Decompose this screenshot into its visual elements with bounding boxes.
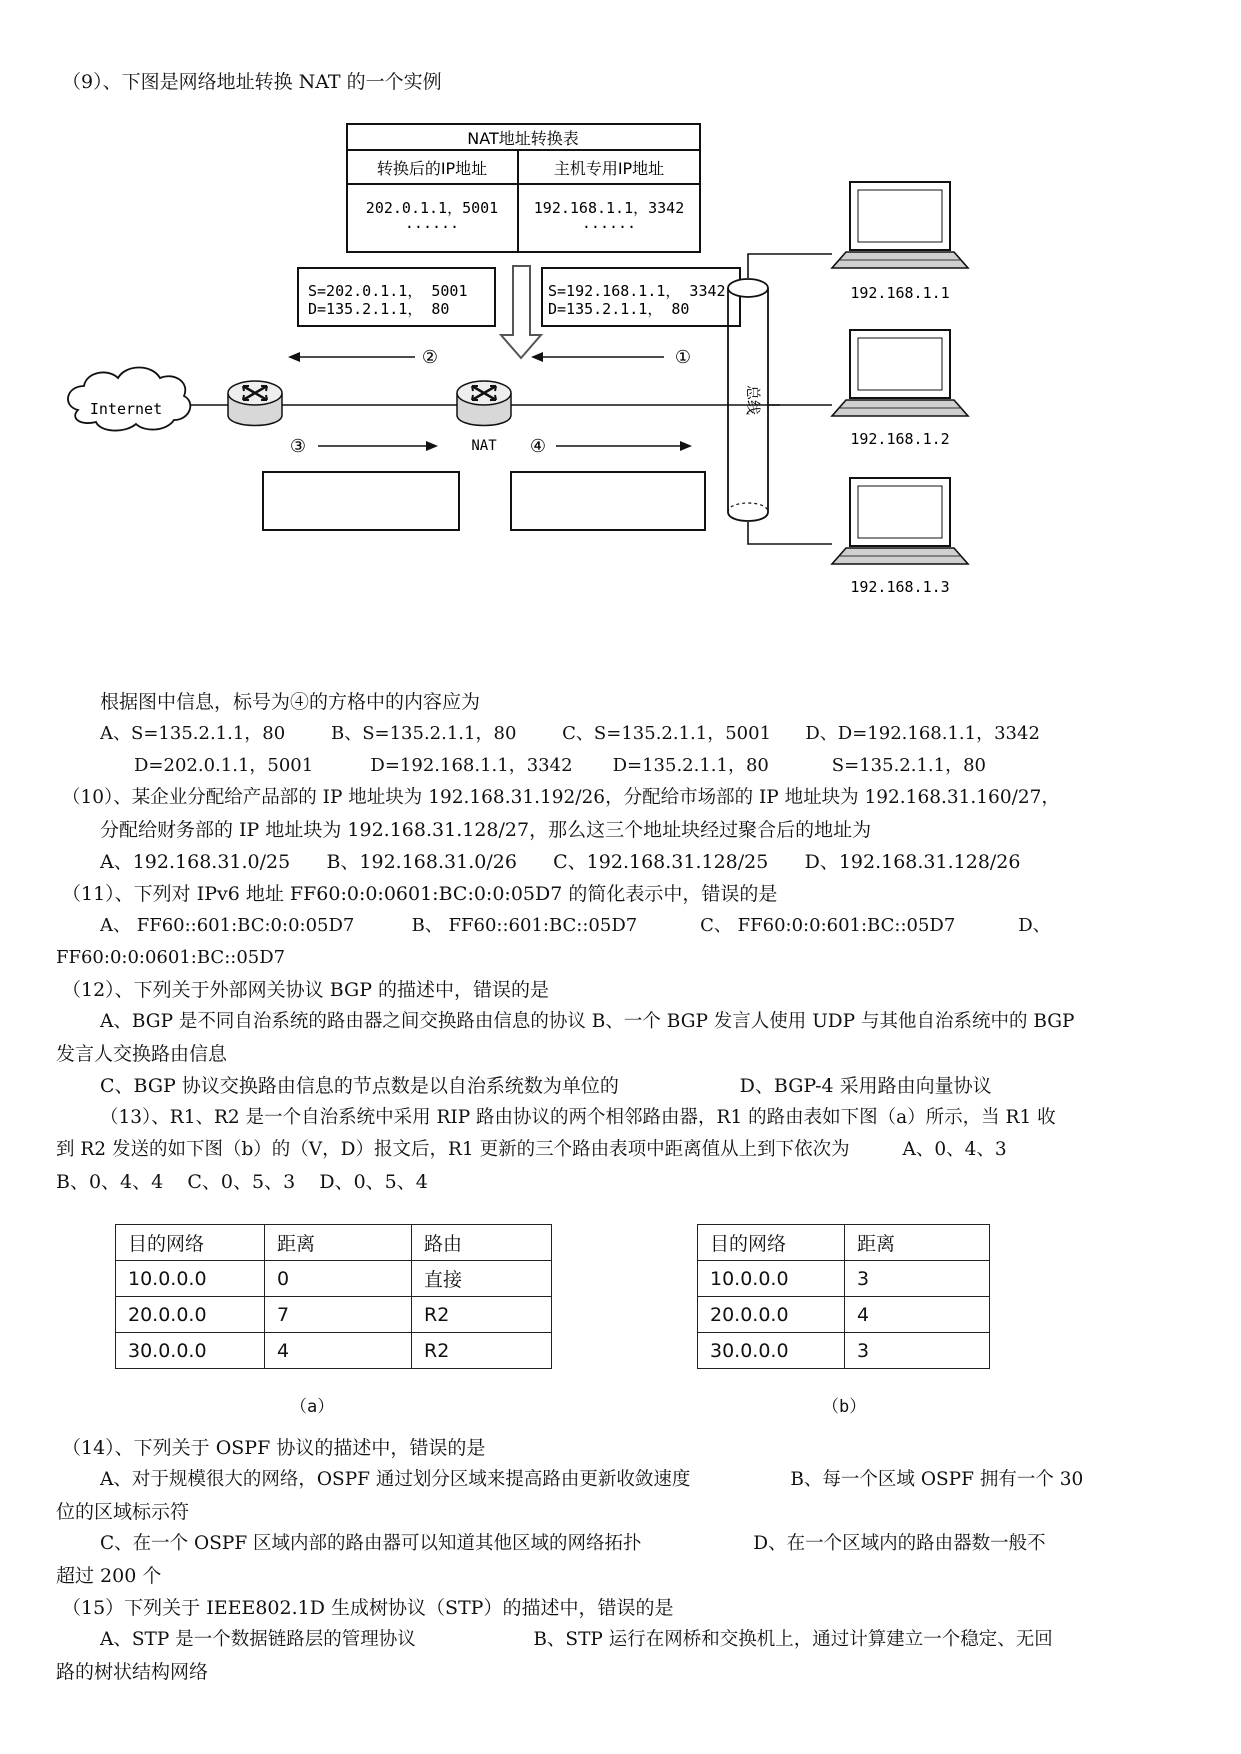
label-1: ① <box>674 347 692 368</box>
table-row <box>116 1261 552 1297</box>
table-a-caption: （a） <box>290 1397 335 1417</box>
internet-cloud-icon <box>68 368 190 431</box>
packet-box-4 <box>511 472 705 530</box>
q13-line1: （13）、R1、R2 是一个自治系统中采用 RIP 路由协议的两个相邻路由器，R1 的路由表如下图（a）所示，当 R1 收 <box>100 1107 1056 1128</box>
q12-line4: C、BGP 协议交换路由信息的节点数是以自治系统数为单位的 D、BGP-4 采用路由向量协议 <box>100 1075 992 1097</box>
table-cell: R2 <box>412 1297 552 1333</box>
q14-line1: （14）、下列关于 OSPF 协议的描述中，错误的是 <box>62 1437 486 1459</box>
box1-d: D=135.2.1.1， 80 <box>548 300 690 318</box>
arrow-1 <box>531 347 691 368</box>
q9-question: 根据图中信息，标号为④的方格中的内容应为 <box>100 691 481 713</box>
label-3: ③ <box>289 436 307 457</box>
q11-line1: （11）、下列对 IPv6 地址 FF60:0:0:0601:BC:0:0:05D7 的简化表示中，错误的是 <box>62 883 778 905</box>
q9-title: （9）、下图是网络地址转换 NAT 的一个实例 <box>62 71 442 93</box>
col-translated: 转换后的IP地址 <box>376 159 488 178</box>
nat-label: NAT <box>471 438 497 454</box>
box1-s: S=192.168.1.1， 3342 <box>548 282 726 300</box>
ellipsis-right: ······ <box>581 218 637 236</box>
q10-line1: （10）、某企业分配给产品部的 IP 地址块为 192.168.31.192/26，分配给市场部的 IP 地址块为 192.168.31.160/27， <box>62 787 1060 808</box>
table-header: 路由 <box>412 1225 552 1261</box>
host3-label: 192.168.1.3 <box>850 578 950 596</box>
arrow-2 <box>288 347 438 368</box>
q14-line4: C、在一个 OSPF 区域内部的路由器可以知道其他区域的网络拓扑 D、在一个区域内的路由器数一般不 <box>100 1533 1046 1554</box>
q15-line2: A、STP 是一个数据链路层的管理协议 B、STP 运行在网桥和交换机上，通过计算建立一个稳定、无回 <box>100 1629 1053 1650</box>
q14-line5: 超过 200 个 <box>56 1565 162 1587</box>
packet-box-2 <box>298 268 495 326</box>
down-arrow-icon <box>501 266 541 358</box>
table-cell: 4 <box>845 1297 990 1333</box>
table-cell: 30.0.0.0 <box>698 1333 845 1369</box>
q13-line2: 到 R2 发送的如下图（b）的（V，D）报文后，R1 更新的三个路由表项中距离值从上到下依次为 A、0、4、3 <box>56 1139 1007 1160</box>
q11-options: A、 FF60::601:BC:0:0:05D7 B、 FF60::601:BC::05D7 C、 FF60:0:0:601:BC::05D7 D、 <box>100 915 1051 936</box>
q15-line1: （15）下列关于 IEEE802.1D 生成树协议（STP）的描述中，错误的是 <box>62 1597 674 1619</box>
host1-label: 192.168.1.1 <box>850 284 950 302</box>
table-cell: 10.0.0.0 <box>116 1261 265 1297</box>
table-cell: 30.0.0.0 <box>116 1333 265 1369</box>
laptop-icon <box>832 478 968 596</box>
table-row <box>698 1261 990 1297</box>
table-b-caption: （b） <box>822 1397 867 1417</box>
laptop-icon <box>832 182 968 302</box>
private-value: 192.168.1.1，3342 <box>533 199 685 217</box>
q12-line3: 发言人交换路由信息 <box>56 1043 228 1065</box>
routing-table-b <box>697 1224 990 1369</box>
q10-options: A、192.168.31.0/25 B、192.168.31.0/26 C、192.168.31.128/25 D、192.168.31.128/26 <box>100 851 1021 873</box>
internet-label: Internet <box>89 400 163 418</box>
label-2: ② <box>421 347 439 368</box>
table-cell: 0 <box>265 1261 412 1297</box>
q12-line1: （12）、下列关于外部网关协议 BGP 的描述中，错误的是 <box>62 979 550 1001</box>
table-row <box>116 1297 552 1333</box>
q9-options-line1: A、S=135.2.1.1，80 B、S=135.2.1.1，80 C、S=135.2.1.1，5001 D、D=192.168.1.1，3342 <box>100 723 1040 744</box>
translated-value: 202.0.1.1，5001 <box>365 199 499 217</box>
label-4: ④ <box>529 436 547 457</box>
table-cell: 4 <box>265 1333 412 1369</box>
arrow-4 <box>530 436 692 457</box>
nat-router-icon <box>457 381 511 454</box>
q13-line3: B、0、4、4 C、0、5、3 D、0、5、4 <box>56 1171 428 1193</box>
packet-box-1 <box>542 268 740 326</box>
nat-table <box>347 124 700 252</box>
table-cell: 3 <box>845 1261 990 1297</box>
table-cell: 20.0.0.0 <box>698 1297 845 1333</box>
box2-s: S=202.0.1.1， 5001 <box>308 282 468 300</box>
q12-line2: A、BGP 是不同自治系统的路由器之间交换路由信息的协议 B、一个 BGP 发言人使用 UDP 与其他自治系统中的 BGP <box>100 1011 1075 1032</box>
routing-table-a <box>115 1224 552 1369</box>
box2-d: D=135.2.1.1， 80 <box>308 300 450 318</box>
table-cell: 20.0.0.0 <box>116 1297 265 1333</box>
q10-line2: 分配给财务部的 IP 地址块为 192.168.31.128/27，那么这三个地址块经过聚合后的地址为 <box>100 819 872 841</box>
table-header: 距离 <box>265 1225 412 1261</box>
packet-box-3 <box>263 472 459 530</box>
q9-options-line2: D=202.0.1.1，5001 D=192.168.1.1，3342 D=135.2.1.1，80 S=135.2.1.1，80 <box>134 755 987 776</box>
col-private: 主机专用IP地址 <box>553 159 665 178</box>
table-cell: 10.0.0.0 <box>698 1261 845 1297</box>
table-cell: R2 <box>412 1333 552 1369</box>
arrow-3 <box>290 436 438 457</box>
table-row <box>698 1225 990 1261</box>
table-header: 目的网络 <box>116 1225 265 1261</box>
table-cell: 3 <box>845 1333 990 1369</box>
ellipsis-left: ······ <box>404 218 460 236</box>
q15-line3: 路的树状结构网络 <box>56 1661 209 1683</box>
laptop-icon <box>832 330 968 448</box>
router-icon <box>228 381 282 426</box>
table-row <box>116 1333 552 1369</box>
table-header: 距离 <box>845 1225 990 1261</box>
table-cell: 直接 <box>412 1261 552 1297</box>
bus-label: 总线 <box>744 384 762 416</box>
q14-line2: A、对于规模很大的网络，OSPF 通过划分区域来提高路由更新收敛速度 B、每一个区域 OSPF 拥有一个 30 <box>100 1469 1084 1490</box>
table-cell: 7 <box>265 1297 412 1333</box>
table-row <box>116 1225 552 1261</box>
table-header: 目的网络 <box>698 1225 845 1261</box>
q11-wrap: FF60:0:0:0601:BC::05D7 <box>56 947 286 968</box>
table-row <box>698 1297 990 1333</box>
host2-label: 192.168.1.2 <box>850 430 950 448</box>
nat-diagram <box>60 120 1120 680</box>
table-row <box>698 1333 990 1369</box>
q14-line3: 位的区域标示符 <box>56 1501 190 1523</box>
nat-table-title: NAT地址转换表 <box>467 129 579 148</box>
